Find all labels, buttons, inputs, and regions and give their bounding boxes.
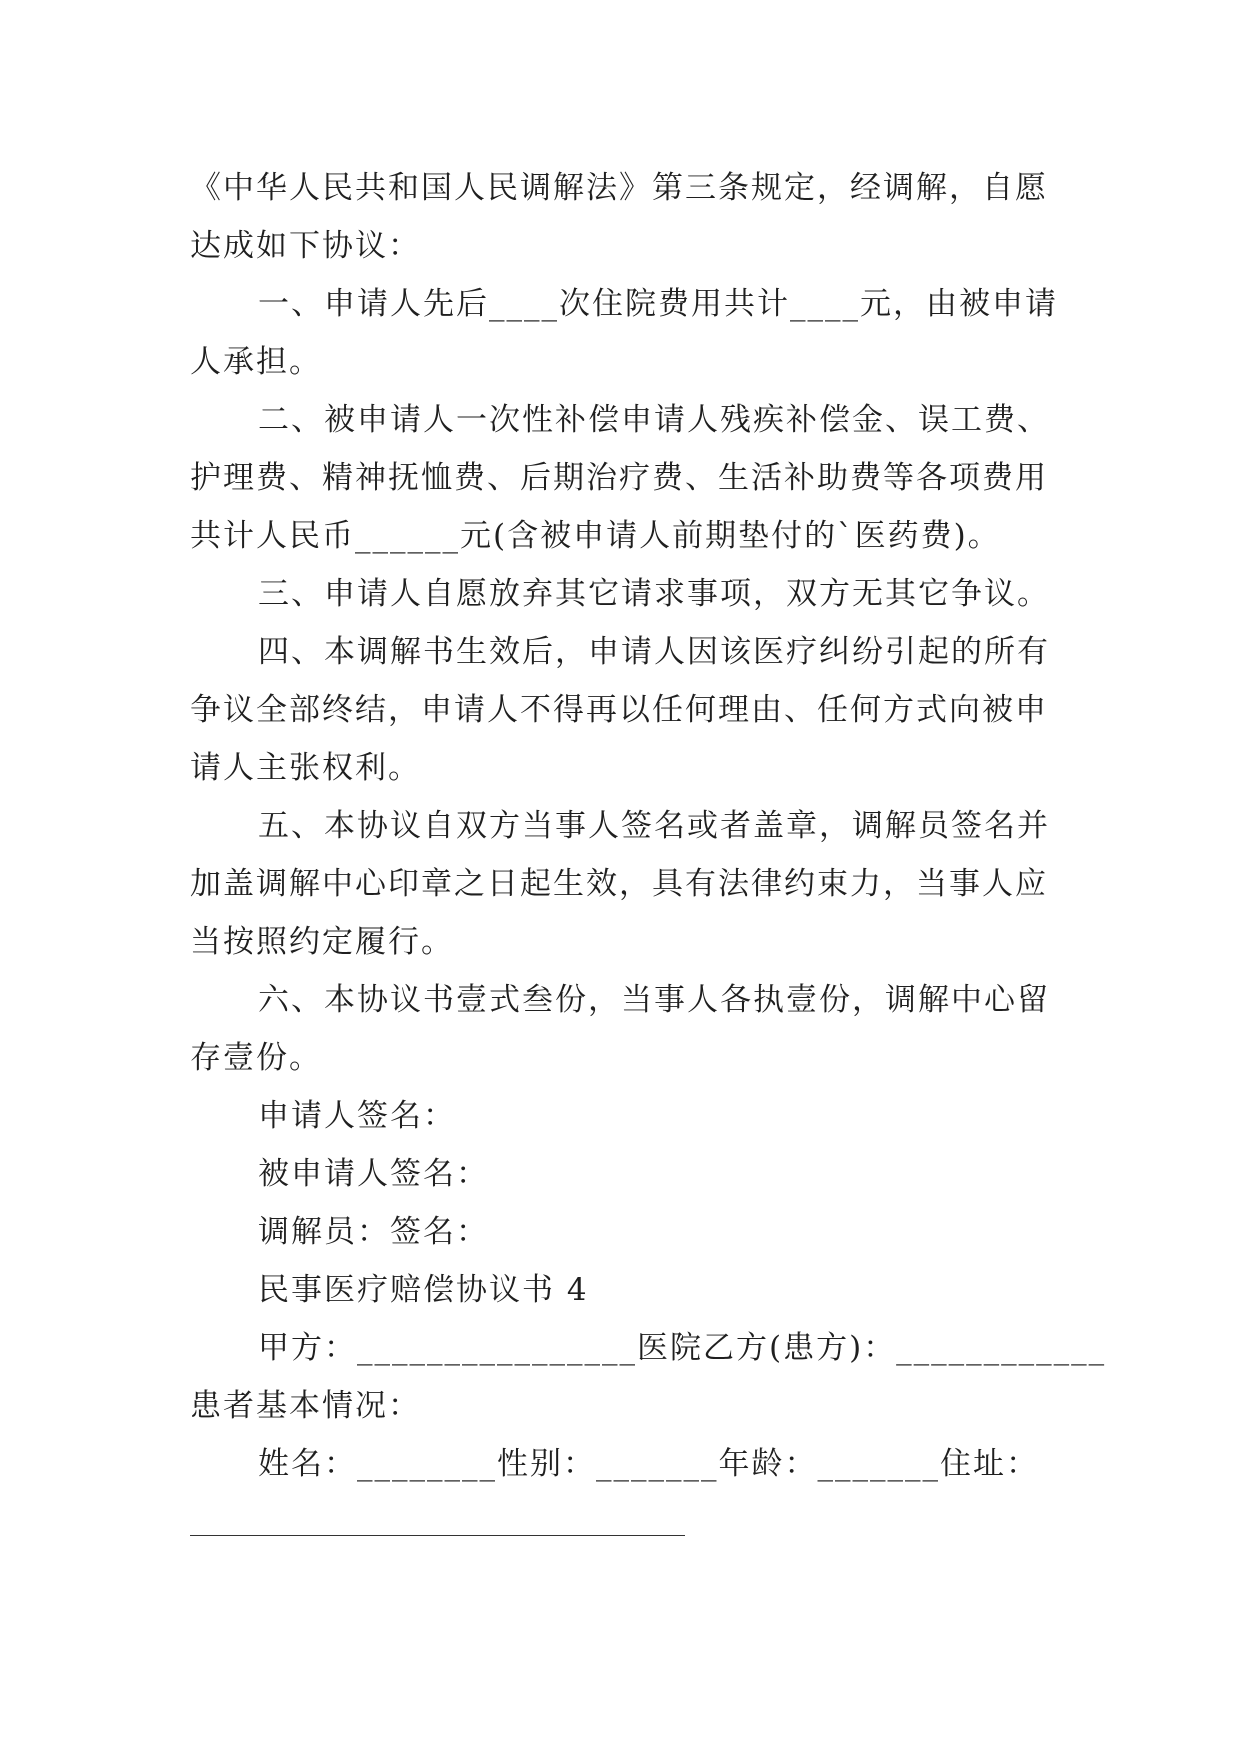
mediator-signature-label: 调解员：签名：	[258, 1214, 489, 1250]
clause-4-line: 争议全部终结，申请人不得再以任何理由、任何方式向被申	[190, 692, 1048, 728]
clause-3-line: 三、申请人自愿放弃其它请求事项，双方无其它争议。	[258, 576, 1050, 612]
clause-5-line: 当按照约定履行。	[190, 924, 454, 960]
paragraph-line: 《中华人民共和国人民调解法》第三条规定，经调解，自愿	[190, 170, 1048, 206]
applicant-signature-label: 申请人签名：	[258, 1098, 456, 1134]
clause-4-line: 请人主张权利。	[190, 750, 421, 786]
address-blank-rule	[190, 1535, 685, 1536]
clause-2-line: 共计人民币______元(含被申请人前期垫付的`医药费)。	[190, 518, 1001, 554]
clause-2-line: 护理费、精神抚恤费、后期治疗费、生活补助费等各项费用	[190, 460, 1048, 496]
clause-1-line: 一、申请人先后____次住院费用共计____元，由被申请	[258, 286, 1058, 322]
section-heading: 民事医疗赔偿协议书 4	[258, 1272, 589, 1308]
clause-6-line: 六、本协议书壹式叁份，当事人各执壹份，调解中心留	[258, 982, 1050, 1018]
parties-line: 甲方：________________医院乙方(患方)：____________	[258, 1330, 1107, 1366]
patient-info-line: 姓名：________性别：_______年龄：_______住址：	[258, 1446, 1039, 1482]
clause-5-line: 五、本协议自双方当事人签名或者盖章，调解员签名并	[258, 808, 1050, 844]
respondent-signature-label: 被申请人签名：	[258, 1156, 489, 1192]
clause-4-line: 四、本调解书生效后，申请人因该医疗纠纷引起的所有	[258, 634, 1050, 670]
clause-5-line: 加盖调解中心印章之日起生效，具有法律约束力，当事人应	[190, 866, 1048, 902]
patient-info-heading: 患者基本情况：	[190, 1388, 421, 1424]
clause-2-line: 二、被申请人一次性补偿申请人残疾补偿金、误工费、	[258, 402, 1050, 438]
clause-6-line: 存壹份。	[190, 1040, 322, 1076]
clause-1-line: 人承担。	[190, 344, 322, 380]
paragraph-line: 达成如下协议：	[190, 228, 421, 264]
